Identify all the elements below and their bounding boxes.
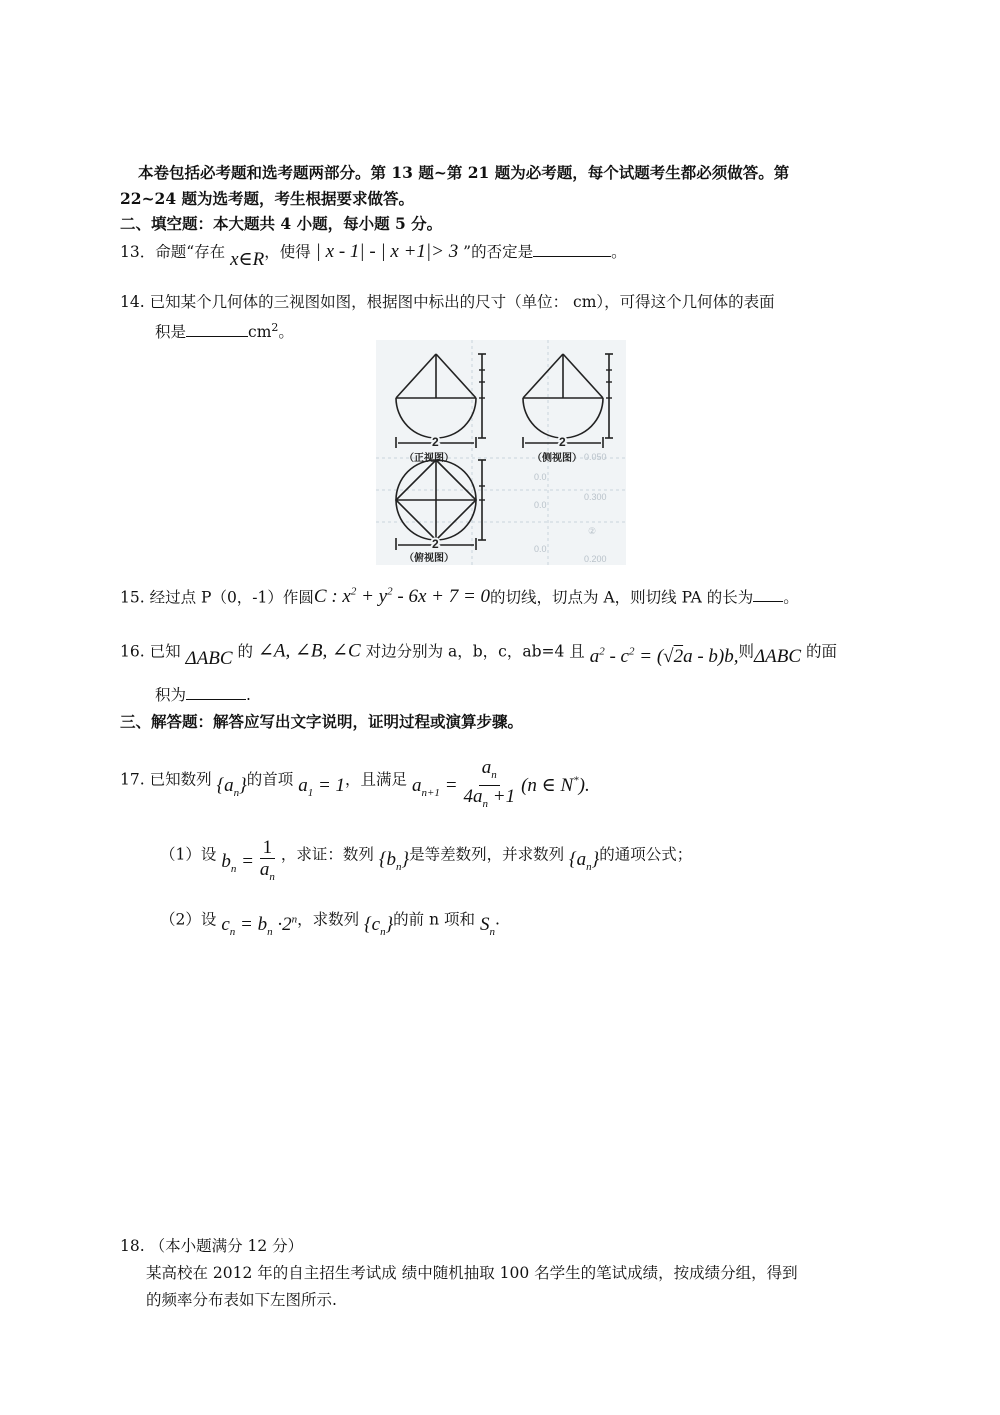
question-16-line-1: 16. 已知 ΔABC 的 ∠A, ∠B, ∠C 对边分别为 a，b，c，ab=4 且 $a^2 - c^2 = (√2a - b)b$,则ΔABC 的面 bbox=[120, 640, 837, 670]
section-3-title: 三、解答题：解答应写出文字说明，证明过程或演算步骤。 bbox=[120, 712, 524, 731]
question-13: 13．命题“存在 x∈R，使得 | x - 1| - | x +1|> 3 ”的否定是 。 bbox=[120, 241, 627, 270]
q15-number: 15. bbox=[120, 588, 145, 607]
q17-math-sn: $S_n$ bbox=[479, 914, 495, 939]
ghost-number-4: 0.300 bbox=[584, 492, 607, 502]
q16-math-angles: ∠A, ∠B, ∠C bbox=[257, 640, 361, 662]
q16-answer-blank[interactable] bbox=[186, 685, 246, 700]
q16-ze: 则 bbox=[738, 642, 754, 661]
side-view bbox=[523, 354, 613, 448]
q14-answer-blank[interactable] bbox=[186, 322, 248, 337]
ghost-number-2: 0.0 bbox=[534, 472, 547, 482]
top-view-label: （俯视图） bbox=[404, 553, 454, 564]
front-width-dim: 2 bbox=[432, 435, 439, 449]
q17-math-cn: $\{c_n\}$ bbox=[364, 914, 394, 939]
side-width-dim: 2 bbox=[559, 435, 566, 449]
question-17: 17. 已知数列 $\{a_n\}$的首项 $a_1 = 1$，且满足 $a_{n+1}$ = $\frac{a_n}{4a_n +1}$ (n ∈ N*). bbox=[120, 757, 590, 810]
q15-math-circle: C : $x^2 + y^2 - 6x + 7 = 0$ bbox=[313, 586, 491, 608]
intro-line-2: 22~24 题为选考题，考生根据要求做答。 bbox=[120, 189, 415, 208]
q17-math-bn-def: $b_n$ = $\frac{1}{a_n}$ bbox=[221, 837, 275, 883]
ghost-circled: ② bbox=[588, 526, 597, 536]
q13-math-x-in-r: x∈R bbox=[230, 249, 265, 270]
ghost-number-6: 0.200 bbox=[584, 554, 607, 564]
intro-line-1: 本卷包括必考题和选考题两部分。第 13 题~第 21 题为必考题，每个试题考生都必须做答。第 bbox=[138, 163, 790, 182]
front-view-label: （正视图） bbox=[404, 453, 454, 464]
ghost-number-3: 0.0 bbox=[534, 500, 547, 510]
question-18-line-3: 的频率分布表如下左图所示. bbox=[146, 1291, 337, 1309]
question-15: 15. 经过点 P（0，-1）作圆C : $x^2 + y^2 - 6x + 7 = 0$的切线，切点为 A，则切线 PA 的长为 。 bbox=[120, 586, 799, 608]
q17-math-a1: $a_1 = 1$ bbox=[298, 774, 346, 799]
q17-math-cn-def: $c_n = b_n \cdot 2^n$ bbox=[221, 914, 298, 939]
three-view-figure bbox=[376, 340, 626, 565]
question-18-line-1: 18. （本小题满分 12 分） bbox=[120, 1237, 304, 1255]
question-14-line-2: 积是 $cm^2$。 bbox=[155, 321, 294, 342]
question-14-line-1: 14. 已知某个几何体的三视图如图，根据图中标出的尺寸（单位： cm），可得这个几何体的表面 bbox=[120, 293, 775, 311]
q18-number: 18. bbox=[120, 1237, 145, 1255]
q13-answer-blank[interactable] bbox=[533, 242, 611, 257]
q15-answer-blank[interactable] bbox=[753, 587, 783, 602]
q16-number: 16. bbox=[120, 642, 145, 661]
top-width-dim: 2 bbox=[432, 537, 439, 551]
q16-math-triangle: ΔABC bbox=[185, 648, 233, 670]
q13-number: 13． bbox=[120, 243, 156, 261]
q13-math-inequality: | x - 1| - | x +1|> 3 bbox=[315, 241, 459, 262]
section-2-title: 二、填空题：本大题共 4 小题，每小题 5 分。 bbox=[120, 214, 443, 233]
q17-math-an-2: $\{a_n\}$ bbox=[569, 849, 600, 874]
question-16-line-2: 积为 . bbox=[155, 686, 251, 704]
q16-math-condition: $a^2 - c^2 = (√2a - b)b$, bbox=[589, 646, 739, 668]
side-view-label: （侧视图） bbox=[532, 453, 582, 464]
ghost-number-1: 0.050 bbox=[584, 452, 607, 462]
question-17-part-2: （2）设 $c_n = b_n \cdot 2^n$，求数列 $\{c_n\}$的前 n 项和 $S_n$. bbox=[160, 910, 500, 939]
question-18-line-2: 某高校在 2012 年的自主招生考试成 绩中随机抽取 100 名学生的笔试成绩，按成绩分组，得到 bbox=[146, 1264, 798, 1282]
q14-number: 14. bbox=[120, 293, 145, 311]
question-17-part-1: （1）设 $b_n$ = $\frac{1}{a_n}$ ，求证：数列 $\{b_n\}$是等差数列，并求数列 $\{a_n\}$的通项公式； bbox=[160, 837, 693, 883]
q17-math-bn: $\{b_n\}$ bbox=[378, 849, 410, 874]
q17-math-an: $\{a_n\}$ bbox=[216, 774, 247, 799]
ghost-number-5: 0.0 bbox=[534, 544, 547, 554]
q17-number: 17. bbox=[120, 770, 145, 789]
q16-math-triangle-2: ΔABC bbox=[754, 646, 802, 668]
q17-math-recurrence: $a_{n+1}$ = $\frac{a_n}{4a_n +1}$ (n ∈ N*). bbox=[412, 757, 590, 810]
